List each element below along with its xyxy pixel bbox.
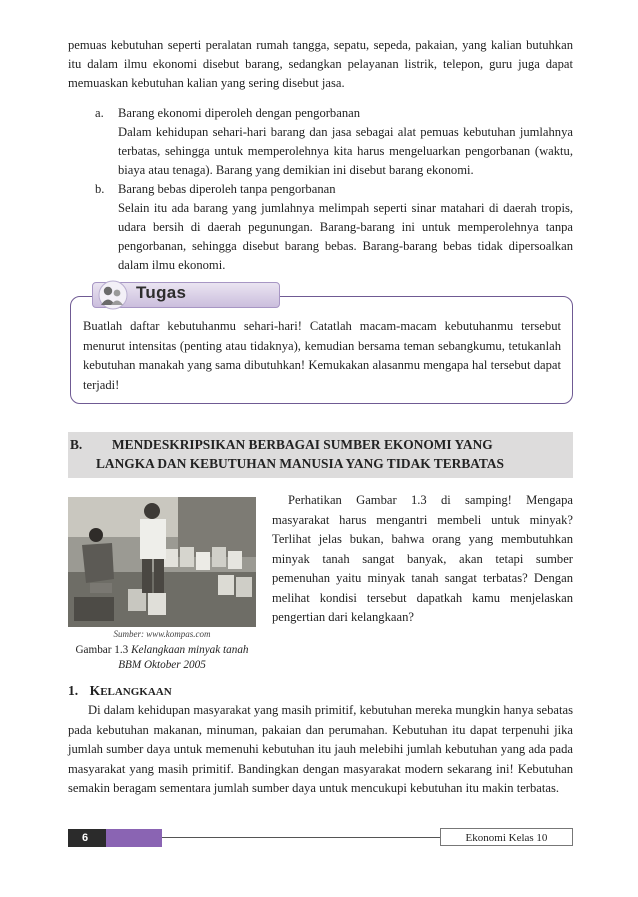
subsection-number: 1. [68, 683, 79, 698]
list-item-a [68, 104, 573, 180]
caption-title: Kelangkaan minyak tanah [131, 644, 249, 656]
kelangkaan-paragraph: Di dalam kehidupan masyarakat yang masih primitif, kebutuhan mereka mungkin hanya sebatas pada kebutuhan makanan, minuman, pakaian dan perumahan. Kebutuhan itu dapat terpenuhi jika jumlah sumber daya untuk memenuhi kebutuhan itu jauh melebihi jumlah kebutuhan yang ada pada masyarakat yang masih primitif. Bandingkan dengan masyarakat modern sekarang ini! Kebutuhan semakin beragam sementara jumlah sumber daya untuk mencukupi kebutuhan itu makin terbatas. [68, 703, 573, 795]
footer-divider [162, 837, 440, 838]
section-heading [68, 432, 573, 478]
list-item-title: Barang ekonomi diperoleh dengan pengorbanan [118, 106, 360, 120]
tugas-label: Tugas [136, 283, 187, 302]
subsection-heading [68, 683, 172, 699]
intro-paragraph: pemuas kebutuhan seperti peralatan rumah tangga, sepatu, sepeda, pakaian, yang kalian butuhkan itu dalam ilmu ekonomi disebut barang, sedangkan pelayanan listrik, telepon, guru juga dapat memuaskan kebutuhan kalian yang sering disebut jasa. [68, 38, 573, 90]
goods-list [68, 104, 573, 275]
list-item-body: Selain itu ada barang yang jumlahnya melimpah seperti sinar matahari di daerah tropis, udara bersih di daerah pegunungan. Barang-barang ini untuk memperolehnya tanpa pengorbanan, sehingga disebut barang bebas. Barang-barang bebas tidak dipersoalkan dalam ilmu ekonomi. [118, 201, 573, 272]
book-title: Ekonomi Kelas 10 [440, 828, 573, 846]
caption-line2: BBM Oktober 2005 [118, 659, 206, 671]
people-icon [96, 280, 130, 310]
kerosene-queue-photo [68, 497, 256, 627]
figure-discussion-paragraph: Perhatikan Gambar 1.3 di samping! Mengapa masyarakat harus mengantri membeli untuk minyak? Terlihat jelas bukan, bahwa orang yang membutuhkan minyak tanah sangat banyak, akan tetapi sumber pemenuhan yaitu minyak tanah sangat terbatas? Dengan melihat kondisi tersebut dapatkah kamu menjelaskan pengertian dari kelangkaan? [272, 493, 573, 624]
section-title-line1: MENDESKRIPSIKAN BERBAGAI SUMBER EKONOMI YANG [112, 437, 493, 452]
list-item-b [68, 180, 573, 275]
list-marker: a. [95, 106, 104, 120]
page-number: 6 [68, 829, 106, 847]
list-marker: b. [95, 182, 105, 196]
footer-accent-bar [106, 829, 162, 847]
section-letter: B. [70, 437, 83, 452]
subsection-rest: ELANGKAAN [100, 686, 172, 698]
subsection-initial: K [89, 683, 101, 698]
figure-caption [64, 643, 260, 673]
list-item-title: Barang bebas diperoleh tanpa pengorbanan [118, 182, 336, 196]
list-item-body: Dalam kehidupan sehari-hari barang dan jasa sebagai alat pemuas kebutuhan jumlahnya terbatas, sehingga untuk memperolehnya kita harus mengeluarkan pengorbanan (waktu, biaya atau tenaga). Barang yang demikian ini disebut barang ekonomi. [118, 125, 573, 177]
figure-source: Sumber: www.kompas.com [113, 629, 211, 639]
caption-prefix: Gambar 1.3 [75, 644, 129, 656]
tugas-text: Buatlah daftar kebutuhanmu sehari-hari! Catatlah macam-macam kebutuhanmu tersebut menurut intensitas (penting atau tidaknya), kemudian bersama teman sebangkumu, tetukanlah kebutuhan manakah yang sama dibutuhkan! Kemukakan alasanmu mengapa hal tersebut dapat terjadi! [83, 319, 561, 392]
section-title-line2: LANGKA DAN KEBUTUHAN MANUSIA YANG TIDAK TERBATAS [96, 456, 504, 471]
